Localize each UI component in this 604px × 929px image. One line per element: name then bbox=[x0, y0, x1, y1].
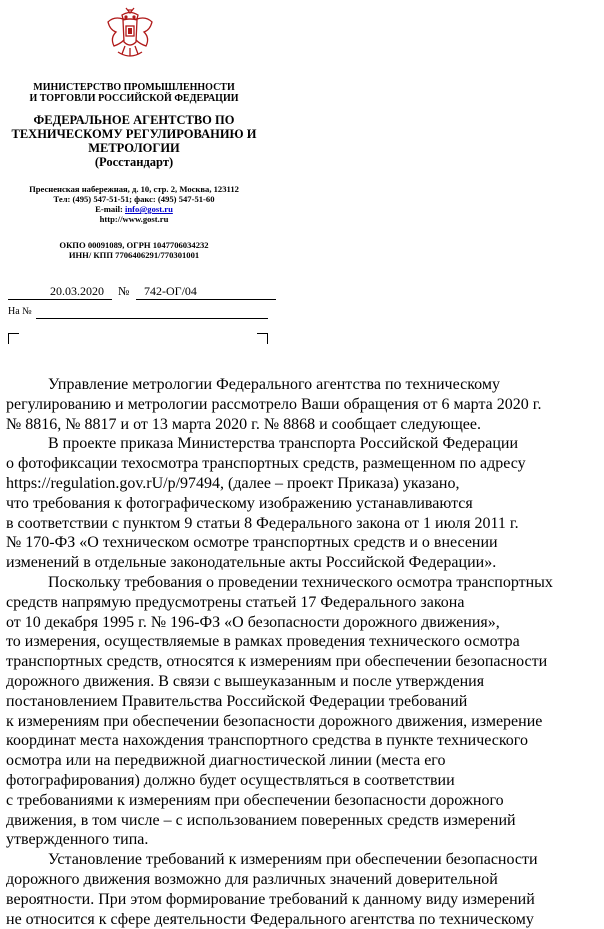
website: http://www.gost.ru bbox=[99, 214, 169, 224]
email-line bbox=[0, 204, 268, 214]
number-label: № bbox=[118, 284, 130, 298]
russian-coat-of-arms-icon bbox=[106, 6, 154, 64]
reference-label: На № bbox=[8, 306, 32, 317]
registration-codes bbox=[0, 240, 268, 260]
address-corner-left bbox=[8, 333, 19, 344]
text-line: дорожного движения. В связи с вышеуказанным и после утверждения bbox=[6, 672, 485, 690]
text-line: в соответствии с пунктом 9 статьи 8 Федерального закона от 1 июля 2011 г. bbox=[6, 514, 519, 532]
text-line: не относится к сфере деятельности Федерального агентства по техническому bbox=[6, 910, 534, 928]
letter-number: 742-ОГ/04 bbox=[136, 284, 276, 300]
reference-line bbox=[8, 306, 268, 320]
text-line: фотографирования) должно будет осуществляться в соответствии bbox=[6, 771, 455, 789]
text-line: что требования к фотографическому изображению устанавливаются bbox=[6, 494, 473, 512]
address: Пресненская набережная, д. 10, стр. 2, Москва, 123112 bbox=[29, 184, 239, 194]
ministry-line: МИНИСТЕРСТВО ПРОМЫШЛЕННОСТИ bbox=[33, 82, 235, 93]
text-line: координат места нахождения транспортного средства в пункте технического bbox=[6, 732, 528, 750]
agency-line: (Росстандарт) bbox=[94, 155, 174, 169]
text-line: дорожного движения возможно для различных значений доверительной bbox=[6, 870, 498, 888]
agency-name bbox=[0, 113, 268, 169]
paragraph bbox=[6, 573, 590, 850]
phone-fax: Тел: (495) 547-51-51; факс: (495) 547-51-60 bbox=[53, 194, 215, 204]
email-label: E-mail: bbox=[95, 204, 123, 214]
agency-line: ТЕХНИЧЕСКОМУ РЕГУЛИРОВАНИЮ И bbox=[11, 127, 257, 141]
text-line: вероятности. При этом формирование требований к данному виду измерений bbox=[6, 890, 535, 908]
text-line: то измерения, осуществляемые в рамках проведения технического осмотра bbox=[6, 633, 520, 651]
text-line: транспортных средств, относятся к измерениям при обеспечении безопасности bbox=[6, 653, 548, 671]
text-line: движения, в том числе – с использованием поверенных средств измерений bbox=[6, 811, 516, 829]
text-line: от 10 декабря 1995 г. № 196-ФЗ «О безопасности дорожного движения», bbox=[6, 613, 500, 631]
agency-line: ФЕДЕРАЛЬНОЕ АГЕНТСТВО ПО bbox=[33, 113, 235, 127]
text-line: № 8816, № 8817 и от 13 марта 2020 г. № 8868 и сообщает следующее. bbox=[6, 415, 482, 433]
email-link[interactable]: info@gost.ru bbox=[124, 204, 173, 214]
text-line: к измерениям при обеспечении безопасности дорожного движения, измерение bbox=[6, 712, 543, 730]
text-line: https://regulation.gov.rU/p/97494, (далее – проект Приказа) указано, bbox=[6, 474, 460, 492]
ministry-name bbox=[0, 82, 268, 104]
paragraph bbox=[6, 434, 590, 573]
registration-line bbox=[8, 284, 268, 298]
text-line: Поскольку требования о проведении технического осмотра транспортных bbox=[48, 573, 553, 591]
text-line: Управление метрологии Федерального агентства по техническому bbox=[48, 376, 500, 393]
text-line: с требованиями к измерениям при обеспечении безопасности дорожного bbox=[6, 791, 504, 809]
text-line: регулированию и метрологии рассмотрело Ваши обращения от 6 марта 2020 г. bbox=[6, 395, 542, 413]
text-line: средств напрямую предусмотрены статьей 17 Федерального закона bbox=[6, 593, 465, 611]
text-line: постановлением Правительства Российской Федерации требований bbox=[6, 692, 468, 710]
address-corner-right bbox=[257, 333, 268, 344]
text-line: осмотра или на передвижной диагностической линии (места его bbox=[6, 752, 446, 770]
paragraph bbox=[6, 375, 590, 434]
contact-block bbox=[0, 184, 268, 224]
text-line: о фотофиксации техосмотра транспортных средств, размещенном по адресу bbox=[6, 455, 526, 473]
text-line: утвержденного типа. bbox=[6, 831, 149, 849]
reference-value bbox=[36, 306, 268, 319]
text-line: В проекте приказа Министерства транспорта Российской Федерации bbox=[48, 435, 519, 453]
okpo-ogrn: ОКПО 00091089, ОГРН 1047706034232 bbox=[59, 240, 209, 250]
agency-line: МЕТРОЛОГИИ bbox=[88, 141, 180, 155]
text-line: изменений в отдельные законодательные акты Российской Федерации». bbox=[6, 554, 497, 572]
text-line: № 170-ФЗ «О техническом осмотре транспортных средств и о внесении bbox=[6, 534, 498, 552]
ministry-line: И ТОРГОВЛИ РОССИЙСКОЙ ФЕДЕРАЦИИ bbox=[29, 93, 239, 104]
text-line: Установление требований к измерениям при обеспечении безопасности bbox=[48, 851, 538, 869]
letter-body bbox=[6, 375, 590, 929]
letter-date: 20.03.2020 bbox=[8, 284, 112, 300]
paragraph bbox=[6, 850, 590, 929]
inn-kpp: ИНН/ КПП 7706406291/770301001 bbox=[68, 250, 200, 260]
